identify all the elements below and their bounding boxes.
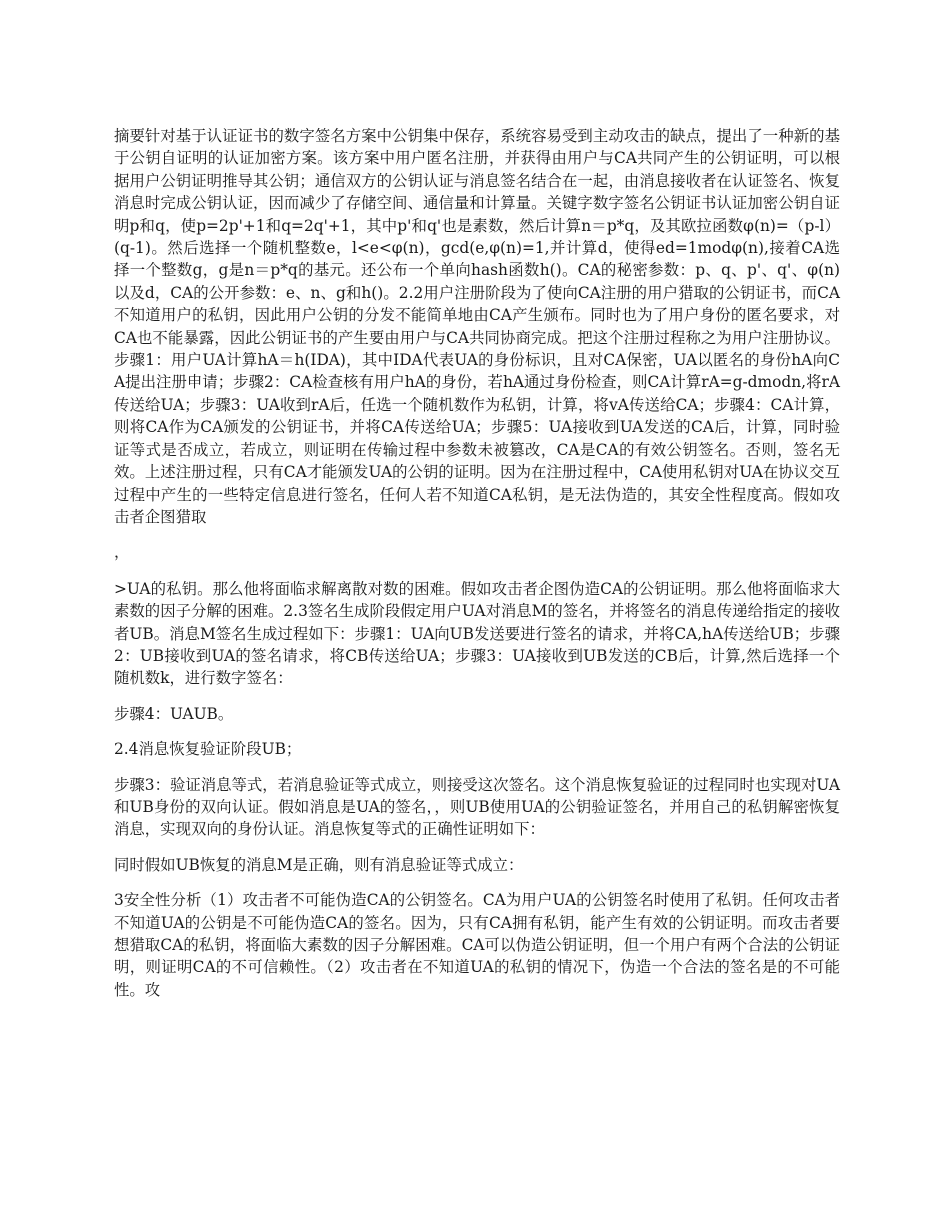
paragraph-signature-generation: >UA的私钥。那么他将面临求解离散对数的困难。假如攻击者企图伪造CA的公钥证明。那么他将面临求大素数的因子分解的困难。2.3签名生成阶段假定用户UA对消息M的签名，并将签名的消息传递给指定的接收者UB。消息M签名生成过程如下：步骤1：UA向UB发送要进行签名的请求，并将CA,hA传送给UB；步骤2：UB接收到UA的签名请求，将CB传送给UA；步骤3：UA接收到UB发送的CB后，计算,然后选择一个随机数k，进行数字签名： [114, 579, 840, 688]
paragraph-security-analysis: 3安全性分析（1）攻击者不可能伪造CA的公钥签名。CA为用户UA的公钥签名时使用了私钥。任何攻击者不知道UA的公钥是不可能伪造CA的签名。因为，只有CA拥有私钥，能产生有效的公钥证明。而攻击者要想猎取CA的私钥，将面临大素数的因子分解困难。CA可以伪造公钥证明，但一个用户有两个合法的公钥证明，则证明CA的不可信赖性。（2）攻击者在不知道UA的私钥的情况下，伪造一个合法的签名是的不可能性。攻 [114, 891, 840, 999]
paragraph-step-3-verification: 步骤3：验证消息等式，若消息验证等式成立，则接受这次签名。这个消息恢复验证的过程同时也实现对UA和UB身份的双向认证。假如消息是UA的签名，，则UB使用UA的公钥验证签名，并用自己的私钥解密恢复消息，实现双向的身份认证。消息恢复等式的正确性证明如下： [114, 775, 840, 839]
document-body [114, 125, 840, 1014]
paragraph-step-4: 步骤4：UAUB。 [114, 704, 234, 723]
paragraph-comma: ， [114, 543, 130, 562]
paragraph-message-correctness: 同时假如UB恢复的消息M是正确，则有消息验证等式成立： [114, 855, 524, 874]
paragraph-section-2-4-heading: 2.4消息恢复验证阶段UB； [114, 740, 302, 759]
paragraph-abstract-and-registration: 摘要针对基于认证证书的数字签名方案中公钥集中保存，系统容易受到主动攻击的缺点，提出了一种新的基于公钥自证明的认证加密方案。该方案中用户匿名注册，并获得由用户与CA共同产生的公钥证明，可以根据用户公钥证明推导其公钥；通信双方的公钥认证与消息签名结合在一起，由消息接收者在认证签名、恢复消息时完成公钥认证，因而减少了存储空间、通信量和计算量。关键字数字签名公钥证书认证加密公钥自证明p和q，使p=2p'+1和q=2q'+1，其中p'和q'也是素数，然后计算n＝p*q，及其欧拉函数φ(n)=（p-l）(q-1)。然后选择一个随机整数e，l<e<φ(n)，gcd(e,φ(n)=1,并计算d，使得ed=1modφ(n),接着CA选择一个整数g，g是n＝p*q的基元。还公布一个单向hash函数h()。CA的秘密参数：p、q、p'、q'、φ(n)以及d，CA的公开参数：e、n、g和h()。2.2用户注册阶段为了使向CA注册的用户猎取的公钥证书，而CA不知道用户的私钥，因此用户公钥的分发不能简单地由CA产生颁布。同时也为了用户身份的匿名要求，对CA也不能暴露，因此公钥证书的产生要由用户与CA共同协商完成。把这个注册过程称之为用户注册协议。步骤1：用户UA计算hA＝h(IDA)，其中IDA代表UA的身份标识，且对CA保密，UA以匿名的身份hA向CA提出注册申请；步骤2：CA检查核有用户hA的身份，若hA通过身份检查，则CA计算rA=g-dmodn,将rA传送给UA；步骤3：UA收到rA后，任选一个随机数作为私钥，计算，将vA传送给CA；步骤4：CA计算，则将CA作为CA颁发的公钥证书，并将CA传送给UA；步骤5：UA接收到UA发送的CA后，计算，同时验证等式是否成立，若成立，则证明在传输过程中参数未被篡改，CA是CA的有效公钥签名。否则，签名无效。上述注册过程，只有CA才能颁发UA的公钥的证明。因为在注册过程中，CA使用私钥对UA在协议交互过程中产生的一些特定信息进行签名，任何人若不知道CA私钥，是无法伪造的，其安全性程度高。假如攻击者企图猎取 [114, 127, 840, 526]
